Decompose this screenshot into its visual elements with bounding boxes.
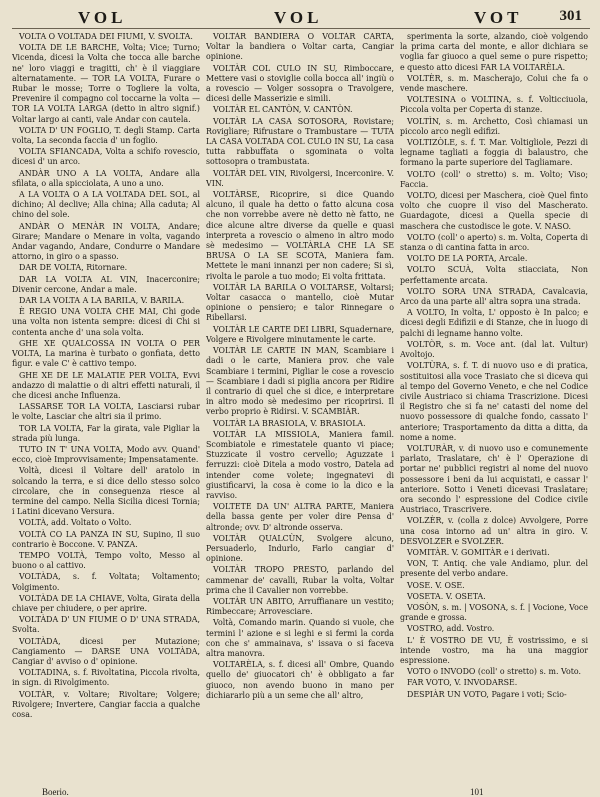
dictionary-entry: VOLTÌN, s. m. Archetto, Così chiamasi un piccolo arco negli edifizi. bbox=[400, 116, 588, 136]
dictionary-entry: VOLTÀR TROPO PRESTO, parlando del cammenar de' cavalli, Rubar la volta, Voltar prima che il Cavalier non vorrebbe. bbox=[206, 565, 394, 595]
dictionary-entry: VOLTIZÒLE, s. f. T. Mar. Voltigliole, Pezzi di legname tagliati a foggia di balaustro, che formano la parte superiore del Tagliamare. bbox=[400, 138, 588, 168]
dictionary-entry: VOLTA D' UN FOGLIO, T. degli Stamp. Carta volta, La seconda faccia d' un foglio. bbox=[12, 125, 200, 146]
dictionary-entry: A VOLTO, In volta, L' opposto è In palco; e dicesi degli Edifizii e di Stanze, che in luogo di palchi di legname hanno volte. bbox=[400, 308, 588, 338]
dictionary-entry: Voltà, Comando marin. Quando si vuole, che termini l' azione e si leghi e si fermi la corda con che s' ammainava, s' issava o si faceva altra manovra. bbox=[206, 618, 394, 658]
dictionary-entry: VOLTÀR EL CANTÒN, V. CANTÒN. bbox=[213, 105, 353, 115]
dictionary-entry: VOLTÒR, s. m. Voce ant. (dal lat. Vultur) Avoltojo. bbox=[400, 339, 588, 360]
dictionary-entry: VOLTA O VOLTADA DEI FIUMI, V. SVOLTA. bbox=[19, 32, 193, 41]
dictionary-entry: VON, T. Antiq. che vale Andiamo, plur. del presente del verbo andare. bbox=[400, 559, 588, 579]
dictionary-entry: VOMITÀR. V. GOMITÀR e i derivati. bbox=[407, 547, 550, 557]
column-left bbox=[12, 32, 200, 774]
text-columns bbox=[12, 28, 590, 774]
dictionary-entry: GHE XE QUALCOSSA IN VOLTA O PER VOLTA, La marina è turbato o gonfiata, detto figur. e vale C' è cattivo tempo. bbox=[12, 338, 200, 369]
running-head bbox=[12, 6, 590, 28]
dictionary-entry: VOLTÀ CO LA PANZA IN SU, Supino, Il suo contrario è Boccone. V. PANZA. bbox=[12, 529, 200, 549]
dictionary-entry: LASSARSE TOR LA VOLTA, Lasciarsi rubar le volte, Lasciar che altri sia il primo. bbox=[12, 402, 200, 422]
dictionary-entry: VOLTETE DA UN' ALTRA PARTE, Maniera della bassa gente per voler dire Pensa d' altronde; ovv. D' altronde osserva. bbox=[206, 502, 394, 532]
dictionary-entry: DESPIÀR UN VOTO, Pagare i voti; Scio- bbox=[407, 689, 567, 699]
dictionary-entry: VOLTÀR UN ABITO, Arruffianare un vestito; Rimbeccare; Arrovesciare. bbox=[206, 596, 394, 617]
dictionary-entry: VOLTÀR LA CASA SOTOSORA, Rovistare; Rovigliare; Rifrustare o Trambustare — TUTA LA CASA VOLTADA COL CULO IN SU, La casa tutta rabbuffata o sgominata o volta sottosopra o trambustata. bbox=[206, 116, 394, 167]
dictionary-entry: DAR LA VOLTA A LA BARILA, V. BARILA. bbox=[19, 296, 185, 306]
dictionary-entry: VOLTÀDA D' UN FIUME O D' UNA STRADA, Svolta. bbox=[12, 615, 200, 635]
dictionary-entry: VOLTA DE LE BARCHE, Volta; Vice; Turno; Vicenda, dicesi la Volta che tocca alle barche ne' loro viaggi e tragitti, ch' è il viaggiare alternatamente. — TOR LA VOLTA, Furare o Rubar le mosse; Torre o Togliere la volta, Prevenire il compagno col toccarne la volta — TOR LA VOLTA LARGA (detto in altro signif.) Voltar largo ai canti, vale Andar con cautela. bbox=[12, 43, 200, 124]
dictionary-entry: VOLTÀR LA BARILA O VOLTARSE, Voltarsi; Voltar casacca o mantello, cioè Mutar opinione o pensiero; e talor Rinnegare o Ribellarsi. bbox=[206, 282, 394, 323]
dictionary-entry: VOLTO SCUÀ, Volta stiacciata, Non perfettamente arcata. bbox=[400, 265, 588, 285]
dictionary-entry: VOLTADINA, s. f. Rivoltatina, Piccola rivolta, in sign. di Rivolgimento. bbox=[12, 668, 200, 688]
dictionary-entry: VOLTÈR, s. m. Mascherajo, Colui che fa o vende maschere. bbox=[400, 73, 588, 94]
column-right bbox=[400, 32, 588, 774]
column-middle bbox=[206, 32, 394, 774]
dictionary-entry: TEMPO VOLTÀ, Tempo volto, Messo al buono o al cattivo. bbox=[12, 550, 200, 571]
dictionary-entry: VOLTÀR COL CULO IN SU, Rimboccare, Mettere vasi o stoviglie colla bocca all' ingiù o a rovescio — Volger sossopra o Travolgere, dicesi delle Masserizie e simili. bbox=[206, 63, 394, 104]
dictionary-entry: VOLTO DE LA PORTA, Arcale. bbox=[407, 254, 528, 264]
dictionary-entry: TUTO IN T' UNA VOLTA, Modo avv. Quand' ecco, cioè Improvvisamente; Impensatamente. bbox=[12, 444, 200, 465]
dictionary-entry: VOLTA SFIANCADA, Volta a schifo rovescio, dicesi d' un arco. bbox=[12, 147, 200, 167]
dictionary-entry: VOLTÀ, add. Voltato o Volto. bbox=[19, 518, 132, 528]
dictionary-entry: ANDÀR UNO A LA VOLTA, Andare alla sfilata, o alla spicciolata, A uno a uno. bbox=[12, 168, 200, 188]
running-head-center: VOL bbox=[274, 8, 323, 27]
dictionary-entry: VOLTÀR LE CARTE DEI LIBRI, Squadernare, Volgere e Rivolgere minutamente le carte. bbox=[206, 324, 394, 344]
dictionary-entry: VOLTO SORA UNA STRADA, Cavalcavia, Arco da una parte all' altra sopra una strada. bbox=[400, 286, 588, 307]
dictionary-entry: VOTO o INVODO (coll' o stretto) s. m. Voto. bbox=[407, 667, 582, 677]
dictionary-entry: sperimenta la sorte, alzando, cioè volgendo la prima carta del monte, e allor dichiara se voglia far giuoco a quel seme o pure rispetto; e questo atto dicesi FAR LA VOLTARÈLA. bbox=[400, 32, 588, 72]
signature-mark: Boerio. bbox=[42, 787, 69, 797]
dictionary-entry: VOSE. V. OSE. bbox=[407, 580, 465, 590]
dictionary-entry: VOLTO (coll' o aperto) s. m. Volta, Coperta di stanza o di cantina fatta in arco. bbox=[400, 232, 588, 253]
dictionary-entry: VOLTÀR LE CARTE IN MAN, Scambiare i dadi o le carte, Maniera prov. che vale Scambiare i termini, Pigliar le cose a rovescio — Scambiare i dadi si piglia ancora per Ridire il contrario di quel che si dice, e interpretare in altro modo sè medesimo per ricoprirsi. Il verbo proprio è Ridirsi. V. SCAMBIÀR. bbox=[206, 346, 394, 417]
dictionary-entry: VOLTÙRA, s. f. T. di nuovo uso e di pratica, sostituitosi alla voce Trasiato che si diceva qui al tempo del Governo Veneto, e che nel Codice civile Austriaco si chiama Trascrizione. Dicesi il Registro che si fa ne' catasti del nome del nuovo possessore di qualche fondo, cassato l' anteriore; Trasportamento da ditta a ditta, da nome a nome. bbox=[400, 361, 588, 442]
dictionary-entry: È REGIO UNA VOLTA CHE MAI, Chi gode una volta non istenta sempre: dicesi di Chi si contenta anche d' una sola volta. bbox=[12, 307, 200, 337]
dictionary-entry: GHE XE DE LE MALATIE PER VOLTA, Evvi andazzo di malattie o di altri effetti naturali, il che dicesi anche Influenza. bbox=[12, 370, 200, 400]
sheet-number: 101 bbox=[470, 787, 484, 797]
running-head-left: VOL bbox=[78, 8, 127, 27]
dictionary-entry: VOLTÀR, v. Voltare; Rivoltare; Volgere; Rivolgere; Invertere, Cangiar faccia a qualche cosa. bbox=[12, 689, 200, 719]
dictionary-entry: DAR DE VOLTA, Ritornare. bbox=[19, 263, 128, 273]
dictionary-entry: FAR VOTO, V. INVODARSE. bbox=[407, 678, 518, 688]
dictionary-entry: VOLTÀR LA MISSIOLA, Maniera famil. Scombiatole e rimestatele quanto vi piace; Stuzzicate il vostro cervello; Aguzzate i ferruzzi: cioè Ditela a modo vostro, Datela ad intender come volete; ingegnatevi di giustificarvi, la cosa è come io la dico e la ravviso. bbox=[206, 429, 394, 500]
dictionary-entry: VOLTÀR BANDIERA O VOLTÀR CARTA, Voltar la bandiera o Voltar carta, Cangiar opinione. bbox=[206, 32, 394, 62]
dictionary-entry: VOSTRO, add. Vostro. bbox=[407, 624, 495, 634]
dictionary-entry: VOLTÀR DEL VIN, Rivolgersi, Incerconire. V. VIN. bbox=[206, 168, 394, 188]
dictionary-entry: L' È VOSTRO DE VU, È vostrissimo, e si intende vostro, ma ha una maggior espressione. bbox=[400, 635, 588, 665]
dictionary-entry: VOSÒN, s. m. | VOSONA, s. f. | Vocione, Voce grande e grossa. bbox=[400, 602, 588, 623]
dictionary-entry: VOLTÀR LA BRASIOLA, V. BRASIOLA. bbox=[213, 418, 366, 428]
dictionary-entry: TOR LA VOLTA, Far la girata, vale Pigliar la strada più lunga. bbox=[12, 423, 200, 443]
dictionary-entry: VOLTÀDA, s. f. Voltata; Voltamento; Volgimento. bbox=[12, 572, 200, 592]
dictionary-entry: DAR LA VOLTA AL VIN, Inacerconire; Divenir cercone, Andar a male. bbox=[12, 274, 200, 294]
dictionary-entry: ANDÀR O MENÀR IN VOLTA, Andare; Girare; Mandare o Menare in volta, vagando Andar vagando, Andare, Condurre o Mandare attorno, in giro o a spasso. bbox=[12, 221, 200, 262]
dictionary-entry: A LA VOLTA O A LA VOLTADA DEL SOL, al dichino; Al declive; Alla china; Alla caduta; Al chino del sole. bbox=[12, 190, 200, 220]
dictionary-entry: VOLTO, dicesi per Maschera, cioè Quel finto volto che cuopre il viso del Mascherato. Guardagote, dicesi a Quella specie di maschera che custodisce le gote. V. NASO. bbox=[400, 191, 588, 231]
dictionary-entry: VOLTÀDA, dicesi per Mutazione; Cangiamento — DARSE UNA VOLTÀDA, Cangiar d' avviso o d' opinione. bbox=[12, 636, 200, 666]
page-number: 301 bbox=[559, 8, 582, 24]
dictionary-entry: VOSETA. V. OSETA. bbox=[407, 591, 486, 601]
dictionary-entry: VOLTARÈLA, s. f. dicesi all' Ombre, Quando quello de' giuocatori ch' è obbligato a far giuoco, non avendo buono in mano per dichiararlo più a un seme che all' altro, bbox=[206, 660, 394, 700]
dictionary-entry: VOLTESINA o VOLTINA, s. f. Volticciuola, Piccola volta per Coperta di stanze. bbox=[400, 95, 588, 115]
dictionary-entry: VOLTURÀR, v. di nuovo uso e comunemente parlato, Traslatare, ch' è l' Operazione di portar ne' pubblici registri al nome del nuovo possessore i beni da lui acquistati, e cassar l' anteriore. Sotto i Veneti dicevasi Traslatare; ora secondo l' espressione del Codice civile Austriaco, Trascrivere. bbox=[400, 443, 588, 515]
dictionary-entry: VOLTO (coll' o stretto) s. m. Volto; Viso; Faccia. bbox=[400, 169, 588, 189]
dictionary-entry: VOLTÀR QUALCÙN, Svolgere alcuno, Persuaderlo, Indurlo, Farlo cangiar d' opinione. bbox=[206, 533, 394, 564]
dictionary-entry: VOLTÀDA DE LA CHIAVE, Volta, Girata della chiave per chiudere, o per aprire. bbox=[12, 593, 200, 613]
dictionary-entry: VOLTÀRSE, Ricoprire, si dice Quando alcuno, il quale ha detto o fatto alcuna cosa che non vorrebbe avere nè detto nè fatto, ne dice alcune altre diverse da quelle e quasi interpreta a rovescio o almeno in altro modo sè medesimo — VOLTÀRLA CHE LA SE BRUSA O LA SE SCOTA, Maniera fam. Mettete le mani innanzi per non cadere; Si sì, rivolta le parole a tuo modo; Ei volta frittata. bbox=[206, 190, 394, 281]
running-head-right: VOT bbox=[474, 8, 523, 27]
dictionary-entry: VOLZÈR, v. (colla z dolce) Avvolgere, Porre una cosa intorno ad un' altra in giro. V. DESVOLZER e SVOLZER. bbox=[400, 516, 588, 546]
dictionary-entry: Voltà, dicesi il Voltare dell' aratolo in solcando la terra, e si dice dello stesso solco circolare, che in conseguenza riesce al termine del campo. Nella Sicilia dicesi Tornia; i Latini dicevano Versura. bbox=[12, 466, 200, 517]
